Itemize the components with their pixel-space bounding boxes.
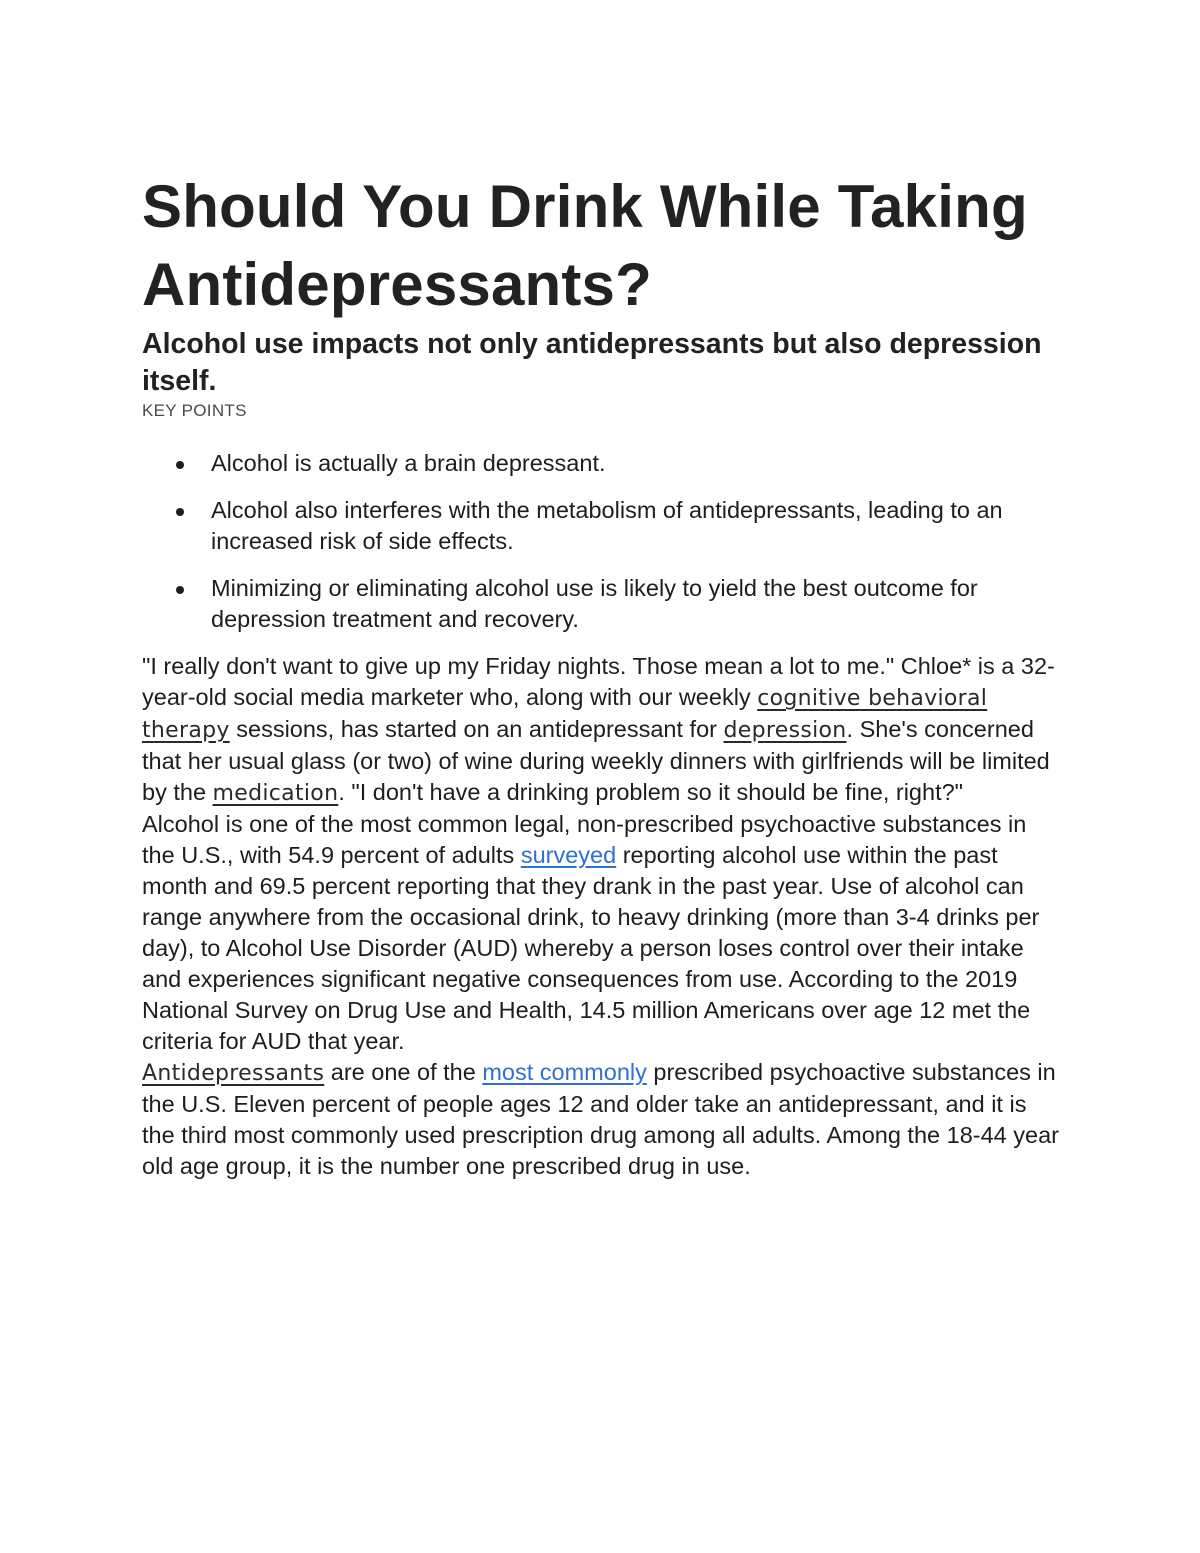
key-point-text: Alcohol also interferes with the metabolism of antidepressants, leading to an increased risk of side effects. bbox=[211, 497, 1003, 554]
link-therapy[interactable]: therapy bbox=[142, 718, 230, 743]
key-point-item bbox=[142, 448, 1062, 479]
link-cognitive-behavioral[interactable]: cognitive behavioral bbox=[757, 686, 988, 711]
key-points-list bbox=[142, 448, 1062, 635]
key-point-text: Alcohol is actually a brain depressant. bbox=[211, 450, 606, 476]
bullet-icon bbox=[176, 508, 184, 516]
key-points-label: KEY POINTS bbox=[142, 401, 247, 420]
article-title: Should You Drink While Taking Antidepressants? bbox=[142, 173, 1028, 318]
link-medication[interactable]: medication bbox=[212, 781, 339, 806]
paragraph-alcohol-stats bbox=[142, 809, 1062, 1057]
key-point-item bbox=[142, 495, 1062, 557]
link-antidepressants[interactable]: Antidepressants bbox=[142, 1061, 325, 1086]
link-surveyed[interactable]: surveyed bbox=[520, 842, 617, 868]
key-point-text: Minimizing or eliminating alcohol use is likely to yield the best outcome for depression treatment and recovery. bbox=[211, 575, 978, 632]
article-subtitle: Alcohol use impacts not only antidepressants but also depression itself. bbox=[142, 328, 1042, 397]
paragraph-text: . She's concerned that her usual glass (or two) of wine during weekly dinners with girlfriends will be limited by the bbox=[142, 716, 1050, 805]
link-depression[interactable]: depression bbox=[723, 718, 847, 743]
paragraph-text: prescribed psychoactive substances in the U.S. Eleven percent of people ages 12 and older take an antidepressant, and it is the third most commonly used prescription drug among all adults. Among the 18-44 year old age group, it is the number one prescribed drug in use. bbox=[142, 1059, 1059, 1179]
paragraph-text: are one of the bbox=[324, 1059, 483, 1085]
paragraph-text: Alcohol is one of the most common legal, non-prescribed psychoactive substances in the U.S., with 54.9 percent of adults bbox=[142, 811, 1027, 868]
paragraph-text: "I really don't want to give up my Friday nights. Those mean a lot to me." Chloe* is a 32-year-old social media marketer who, along with our weekly bbox=[142, 653, 1055, 710]
bullet-icon bbox=[176, 461, 184, 469]
key-point-item bbox=[142, 573, 1062, 635]
paragraph-chloe bbox=[142, 651, 1062, 809]
document-page bbox=[142, 168, 1062, 1182]
paragraph-antidepressants bbox=[142, 1057, 1062, 1182]
paragraph-text: sessions, has started on an antidepressant for bbox=[229, 716, 724, 742]
bullet-icon bbox=[176, 586, 184, 594]
link-most-commonly[interactable]: most commonly bbox=[482, 1059, 647, 1085]
paragraph-text: . "I don't have a drinking problem so it should be fine, right?" bbox=[338, 779, 964, 805]
paragraph-text: reporting alcohol use within the past month and 69.5 percent reporting that they drank in the past year. Use of alcohol can range anywhere from the occasional drink, to heavy drinking (more than 3-4 drinks per day), to Alcohol Use Disorder (AUD) whereby a person loses control over their intake and experiences significant negative consequences from use. According to the 2019 National Survey on Drug Use and Health, 14.5 million Americans over age 12 met the criteria for AUD that year. bbox=[142, 842, 1040, 1054]
